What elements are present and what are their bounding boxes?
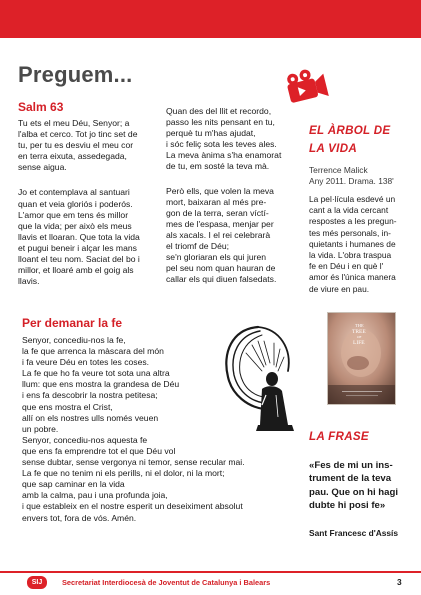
prayer-text: Senyor, concediu-nos la fe, la fe que arrenca la màscara del món i fa veure Déu en totes les coses. La fe que ho fa veure tot sota una altra llum: que ens mostra la grandesa de Déu i ens fa descobrir la nostra petitesa; que ens mostra el Crist, allí on els nostres ulls només veuen un pobre. Senyor, concediu-nos aquesta fe que ens fa emprendre tot el que Déu vol sense dubtar, sense vergonya ni temor, sense recular mai. La fe que no tenim ni els perills, ni el dolor, ni la mort; que sap caminar en la vida amb la calma, pau i una profunda joia, i que estableix en el nostre esperit un deseiximent absolut envers tot, fora de vós. Amén. xyxy=(22,335,245,523)
frase-heading: LA FRASE xyxy=(309,430,369,443)
movie-meta xyxy=(309,165,394,187)
poster-title-line: THE xyxy=(355,323,364,328)
movie-year-genre: Any 2011. Drama. 138' xyxy=(309,176,394,186)
frase-quote: «Fes de mi un ins- trument de la teva pau. Que on hi hagi dubte hi posi fe» xyxy=(309,460,399,512)
movie-description: La pel·lícula esdevé un cant a la vida cercant respostes a les pregun- tes més personals, in- quietants i humanes de la vida. L'obra traspua fe en Déu i en què l' amor és l'única manera de viure en pau. xyxy=(309,194,397,294)
salm-heading: Salm 63 xyxy=(18,100,64,114)
frase-author: Sant Francesc d'Assís xyxy=(309,528,399,538)
movie-heading: EL ÀRBOL DE LA VIDA xyxy=(309,124,391,155)
praying-figure-illustration xyxy=(218,321,298,436)
poster-title-line: LIFE xyxy=(353,340,365,346)
salm-paragraph: Però ells, que volen la meva mort, baixaran al més pre- gon de la terra, seran víctí- mes de l'espasa, menjar per als xacals. I el rei celebrarà el triomf de Déu; se'n gloriaran els qui juren pel seu nom quan hauran de callar els qui diuen falsedats. xyxy=(166,185,277,285)
movie-poster xyxy=(327,312,396,405)
page-title: Preguem... xyxy=(18,62,133,87)
salm-paragraph: Jo et contemplava al santuari quan et veia gloriós i poderós. L'amor que em tens és millor que la vida; per això els meus llavis et lloaran. Que tota la vida et pugui beneir i alçar les mans lloant el teu nom. Saciat del bo i millor, et lloaré amb el goig als llavis. xyxy=(18,187,140,287)
footer-divider xyxy=(0,571,421,573)
salm-column-2 xyxy=(166,106,294,285)
film-camera-icon xyxy=(283,67,331,107)
poster-title-line: OF xyxy=(357,335,362,339)
page-number: 3 xyxy=(397,577,402,587)
movie-director: Terrence Malick xyxy=(309,165,368,175)
footer-organization: Secretariat Interdiocesà de Joventut de Catalunya i Balears xyxy=(62,578,271,587)
sij-logo: SIJ xyxy=(27,576,47,589)
salm-column-1 xyxy=(18,118,156,287)
poster-title-line: TREE xyxy=(352,329,366,335)
salm-paragraph: Quan des del llit et recordo, passo les nits pensant en tu, perquè tu m'has ajudat, i sóc feliç sota les teves ales. La meva ànima s'ha enamorat de tu, em sosté la teva mà. xyxy=(166,106,282,172)
prayer-heading: Per demanar la fe xyxy=(22,316,123,330)
salm-paragraph: Tu ets el meu Déu, Senyor; a l'alba et cerco. Tot jo tinc set de tu, per tu es desviu el meu cor en terra eixuta, assedegada, sense aigua. xyxy=(18,118,138,173)
top-red-banner xyxy=(0,0,421,38)
